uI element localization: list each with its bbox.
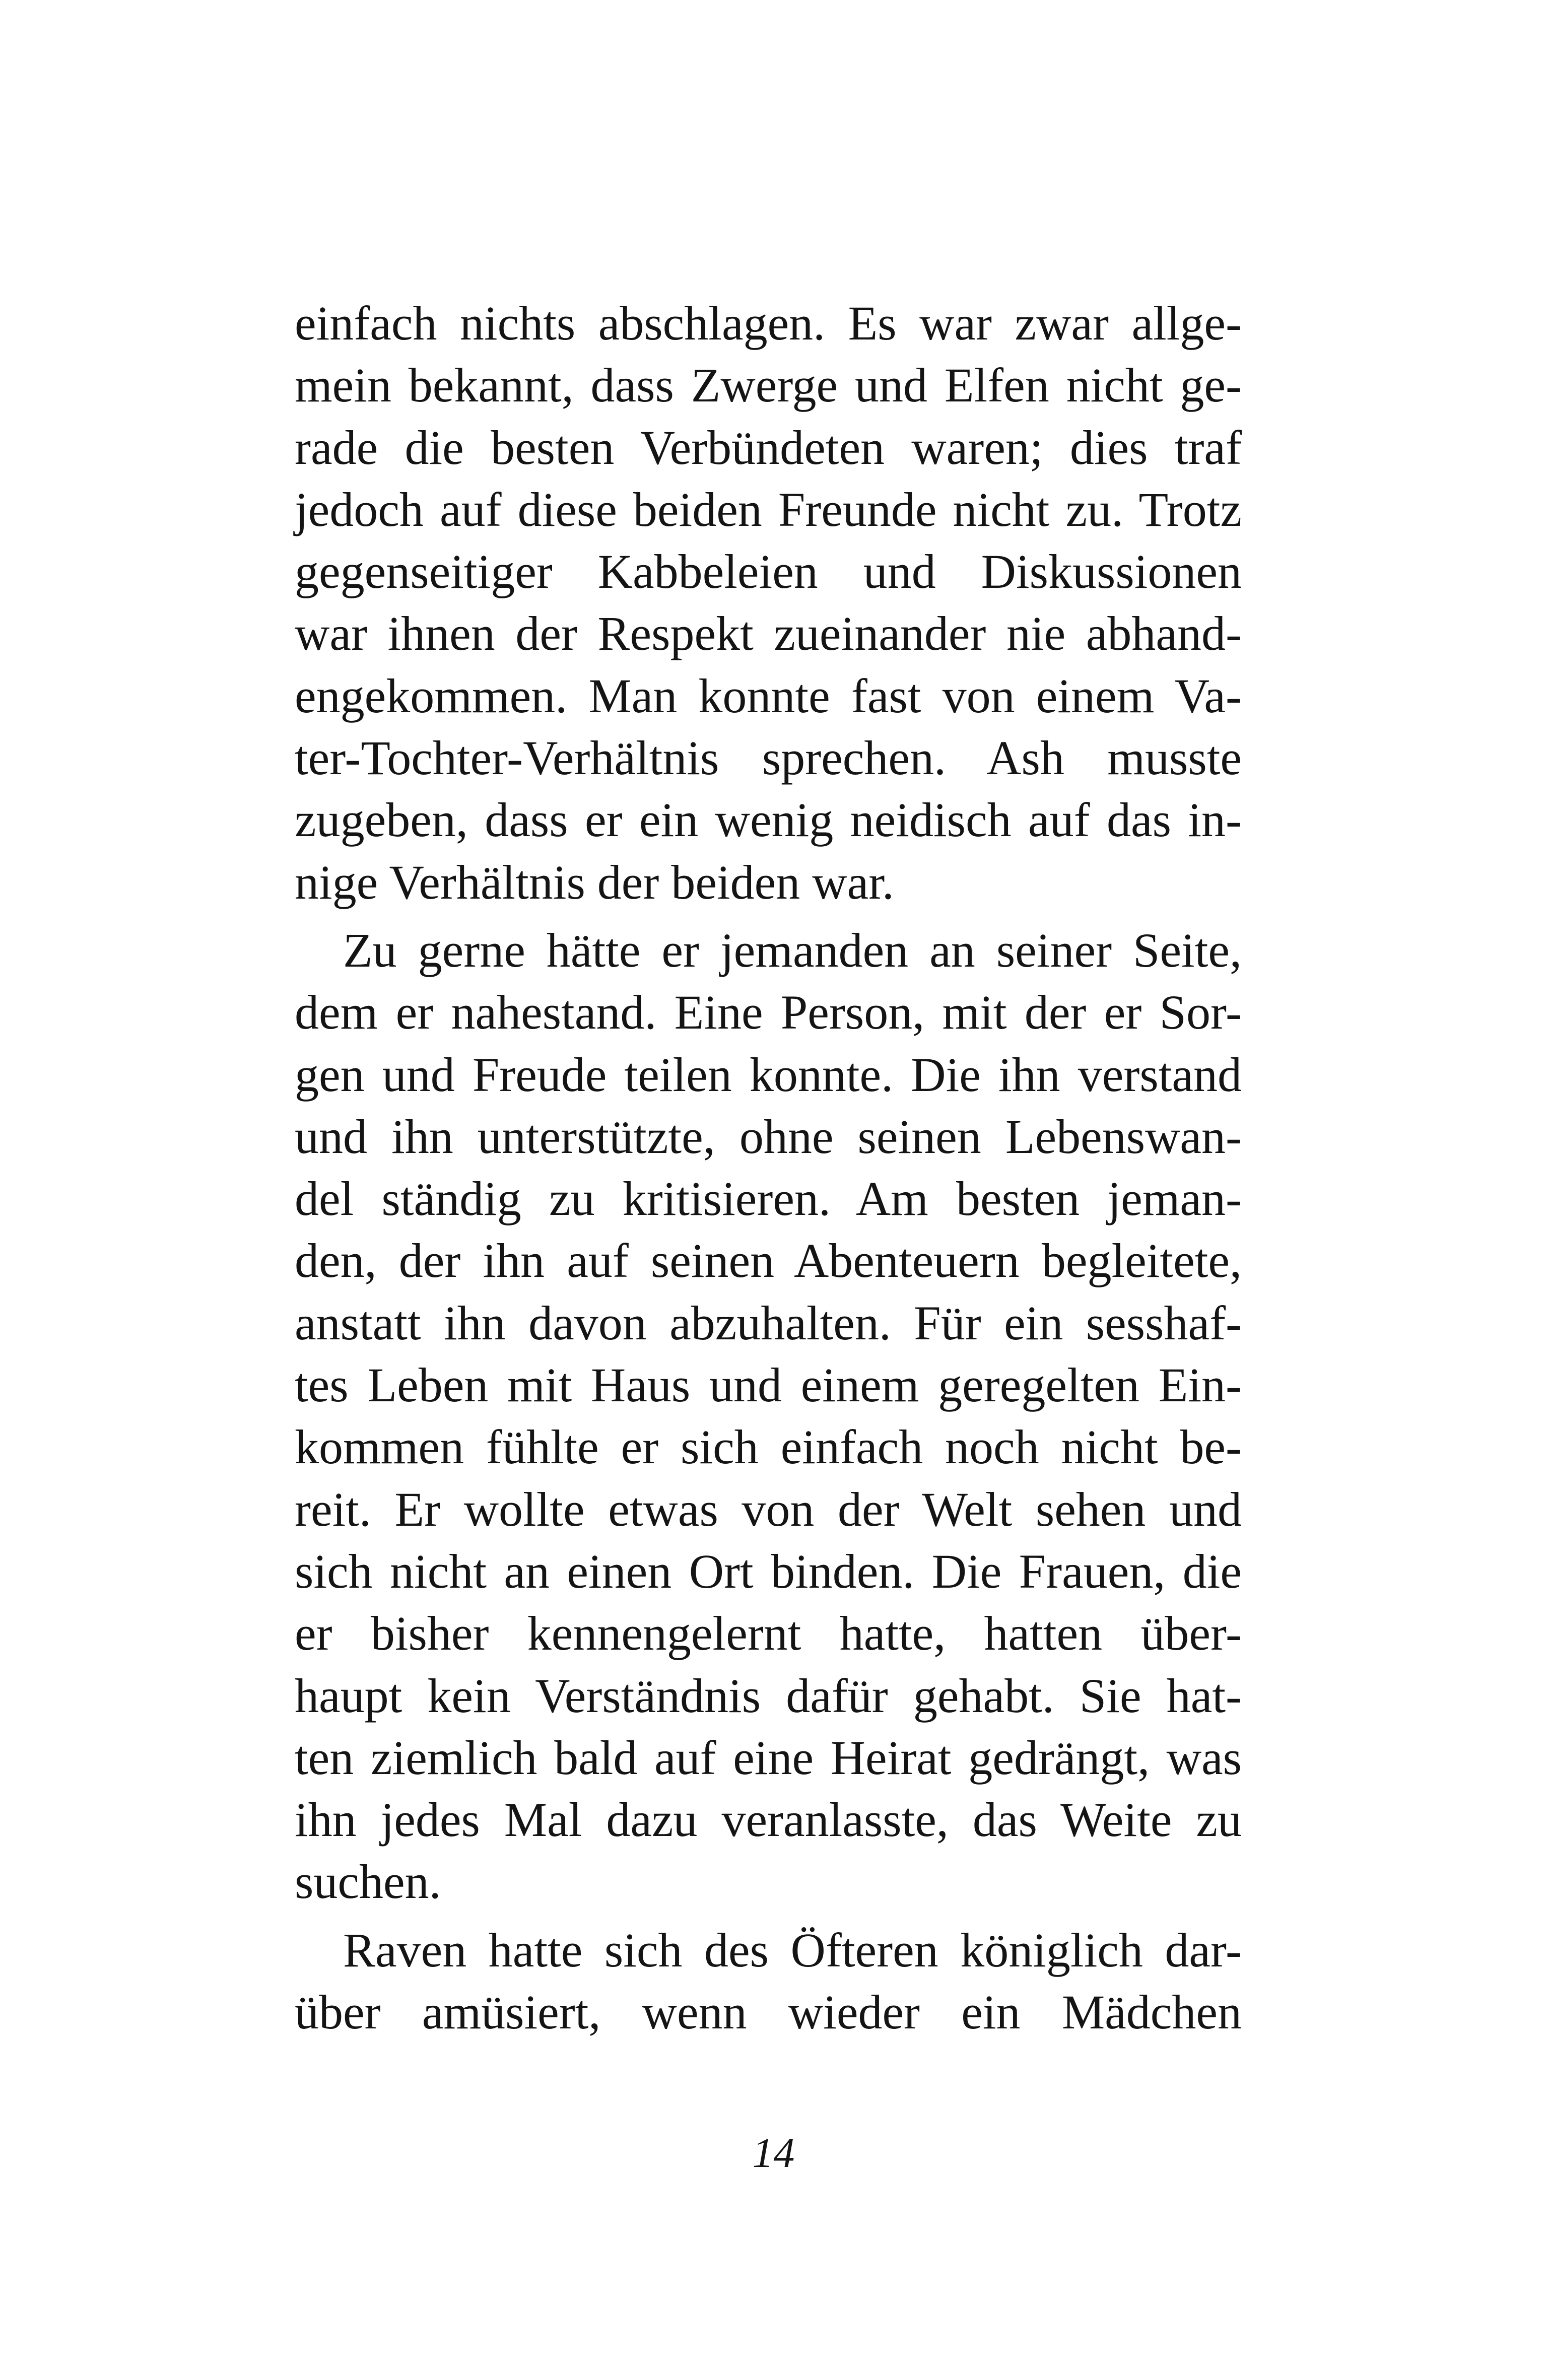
text-line: jedoch auf diese beiden Freunde nicht zu. Trotz — [295, 482, 1242, 536]
text-line: del ständig zu kritisieren. Am besten jeman- — [295, 1172, 1242, 1226]
text-line: Zu gerne hätte er jemanden an seiner Seite, — [343, 923, 1242, 977]
paragraph-gap — [295, 1913, 1242, 1919]
text-line: und ihn unterstützte, ohne seinen Lebenswan- — [295, 1109, 1242, 1164]
text-line: gegenseitiger Kabbeleien und Diskussionen — [295, 545, 1242, 599]
paragraph — [295, 1919, 1242, 2044]
text-line: tes Leben mit Haus und einem geregelten Ein- — [295, 1358, 1242, 1412]
paragraph-gap — [295, 913, 1242, 919]
paragraph — [295, 919, 1242, 1913]
paragraph — [295, 292, 1242, 913]
text-line: suchen. — [295, 1855, 441, 1909]
text-line: mein bekannt, dass Zwerge und Elfen nicht ge- — [295, 358, 1242, 413]
text-line: sich nicht an einen Ort binden. Die Frauen, die — [295, 1544, 1242, 1598]
text-line: war ihnen der Respekt zueinander nie abhand- — [295, 606, 1242, 661]
text-line: ter-Tochter-Verhältnis sprechen. Ash musste — [295, 731, 1242, 785]
text-line: reit. Er wollte etwas von der Welt sehen und — [295, 1482, 1242, 1536]
text-line: über amüsiert, wenn wieder ein Mädchen — [295, 1985, 1242, 2039]
text-line: anstatt ihn davon abzuhalten. Für ein sesshaf- — [295, 1296, 1242, 1350]
text-line: kommen fühlte er sich einfach noch nicht be- — [295, 1420, 1242, 1474]
text-line: gen und Freude teilen konnte. Die ihn verstand — [295, 1047, 1242, 1102]
text-line: haupt kein Verständnis dafür gehabt. Sie hat- — [295, 1668, 1242, 1723]
text-line: engekommen. Man konnte fast von einem Va- — [295, 668, 1242, 723]
text-line: den, der ihn auf seinen Abenteuern begleitete, — [295, 1234, 1242, 1288]
text-line: nige Verhältnis der beiden war. — [295, 855, 894, 909]
body-text — [295, 292, 1242, 2043]
text-line: ten ziemlich bald auf eine Heirat gedrängt, was — [295, 1730, 1242, 1785]
page-number: 14 — [752, 2130, 795, 2177]
text-line: ihn jedes Mal dazu veranlasste, das Weite zu — [295, 1793, 1242, 1847]
text-line: zugeben, dass er ein wenig neidisch auf das in- — [295, 793, 1242, 847]
text-line: dem er nahestand. Eine Person, mit der er Sor- — [295, 985, 1242, 1040]
text-line: Raven hatte sich des Öfteren königlich dar- — [343, 1923, 1242, 1977]
text-line: rade die besten Verbündeten waren; dies traf — [295, 420, 1242, 474]
text-line: einfach nichts abschlagen. Es war zwar allge- — [295, 296, 1242, 350]
text-line: er bisher kennengelernt hatte, hatten über- — [295, 1606, 1242, 1661]
